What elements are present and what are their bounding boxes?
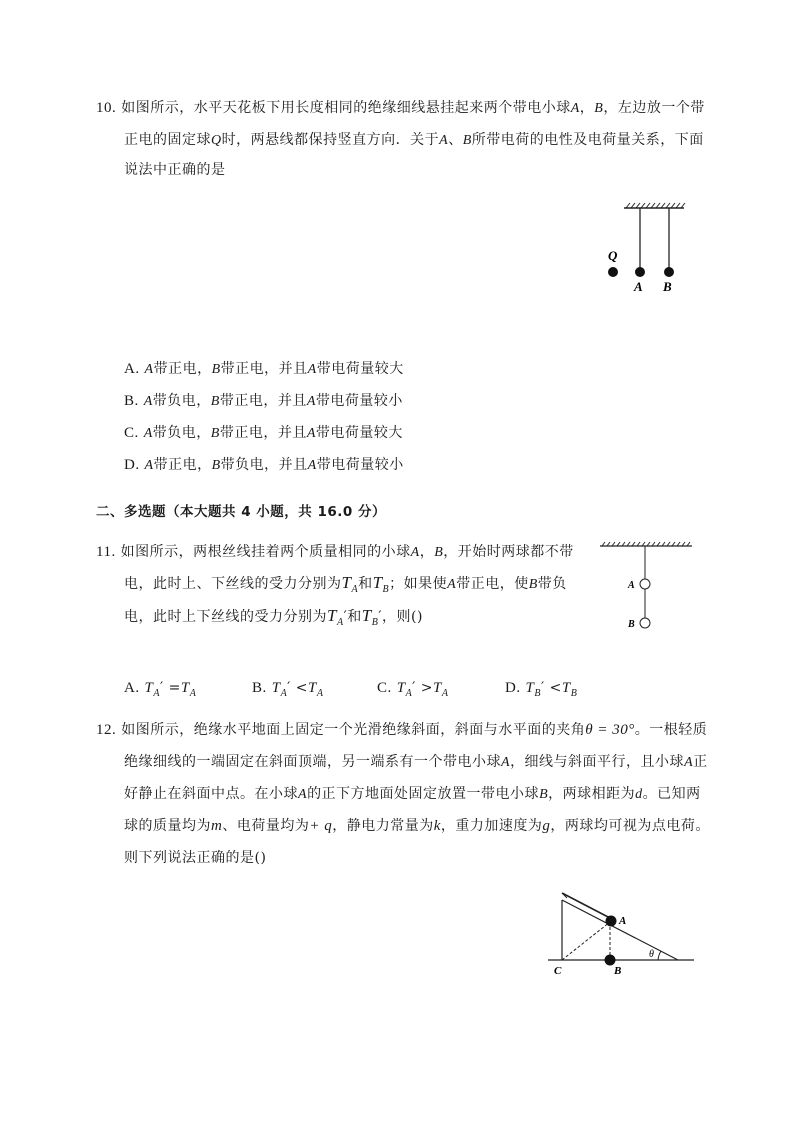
- q10-line1: [96, 98, 705, 119]
- var: A: [307, 458, 317, 473]
- text: ，: [419, 544, 435, 560]
- var: A: [570, 101, 580, 116]
- text: 如图所示，水平天花板下用长度相同的绝缘细线悬挂起来两个带电小球: [121, 100, 571, 116]
- q11-option-c[interactable]: [377, 678, 448, 704]
- var: k: [433, 818, 441, 834]
- text: ，静电力常量为: [332, 818, 434, 834]
- var: T: [396, 680, 406, 696]
- ball-q: [608, 267, 618, 277]
- section-title: 二、多选题（本大题共 4 小题，共 16.0 分）: [96, 504, 387, 520]
- text: 如图所示，绝缘水平地面上固定一个光滑绝缘斜面，斜面与水平面的夹角: [121, 722, 586, 738]
- q10-option-d[interactable]: [124, 455, 404, 476]
- label-b: B: [628, 619, 635, 630]
- var: A: [280, 687, 288, 699]
- var: T: [180, 680, 190, 696]
- text: 所带电荷的电性及电荷量关系，下面: [471, 132, 704, 148]
- var: T: [372, 573, 383, 592]
- text: ，重力加速度为: [440, 818, 543, 834]
- var: T: [271, 680, 281, 696]
- text: 时，两悬线都保持竖直方向．关于: [221, 132, 440, 148]
- var: A: [336, 616, 344, 628]
- text: ，左边放一个带: [603, 100, 705, 116]
- var: A: [447, 577, 457, 592]
- label-q: Q: [608, 248, 618, 263]
- option-letter: D.: [505, 680, 521, 696]
- label-a: A: [619, 915, 627, 927]
- q10-figure: [598, 198, 708, 298]
- var: B: [211, 362, 221, 377]
- label-a: A: [634, 279, 643, 294]
- var: B: [539, 787, 549, 802]
- option-letter: A.: [124, 680, 140, 696]
- ball-b: [640, 618, 650, 628]
- q10-option-b[interactable]: [124, 391, 403, 412]
- option-letter: C.: [124, 425, 139, 441]
- text: 带正电，并且: [219, 425, 307, 441]
- var: A: [306, 426, 316, 441]
- relation: ′ >: [412, 680, 434, 696]
- var: A: [144, 458, 154, 473]
- ball-a: [640, 579, 650, 589]
- var: T: [341, 573, 352, 592]
- q11-line1: [96, 542, 574, 563]
- text: ′和: [343, 609, 362, 625]
- q10-line3: 说法中正确的是: [124, 162, 226, 178]
- option-letter: A.: [124, 361, 140, 377]
- q11-option-d[interactable]: [505, 678, 577, 704]
- option-letter: D.: [124, 457, 140, 473]
- option-letter: B.: [124, 393, 139, 409]
- angle-arc: [658, 951, 661, 960]
- text: 球的质量均为: [124, 818, 211, 834]
- label-a: A: [628, 580, 635, 591]
- var: d: [635, 787, 643, 802]
- var: g: [542, 818, 551, 834]
- var: T: [433, 680, 442, 696]
- var: T: [561, 680, 571, 696]
- ball-a: [635, 267, 645, 277]
- diagonal-dashed: [562, 922, 610, 960]
- rope: [562, 893, 610, 918]
- text: 带负电，并且: [220, 457, 308, 473]
- text: 的正下方地面处固定放置一带电小球: [307, 786, 540, 802]
- var: B: [382, 583, 390, 595]
- text: 。已知两: [642, 786, 701, 802]
- var: A: [307, 362, 317, 377]
- text: ′，则(): [378, 609, 423, 625]
- var: B: [594, 101, 604, 116]
- text: 带正电，: [153, 361, 212, 377]
- q11-option-a[interactable]: [124, 678, 196, 704]
- text: ，两球相距为: [548, 786, 636, 802]
- text: 正电的固定球: [124, 132, 211, 148]
- text: 带负: [537, 576, 567, 592]
- var: B: [211, 458, 221, 473]
- text: 如图所示，两根丝线挂着两个质量相同的小球: [120, 544, 411, 560]
- var: B: [462, 133, 472, 148]
- var: A: [143, 394, 153, 409]
- label-b: B: [614, 965, 622, 977]
- text: 带电荷量较大: [316, 361, 404, 377]
- var: A: [306, 394, 316, 409]
- text: 带电荷量较大: [315, 425, 403, 441]
- option-letter: C.: [377, 680, 392, 696]
- q12-line4: [124, 816, 710, 836]
- var: A: [684, 755, 694, 770]
- var: T: [144, 680, 154, 696]
- var: A: [501, 755, 511, 770]
- label-b: B: [663, 279, 672, 294]
- text: 带正电，使: [456, 576, 529, 592]
- var: A: [316, 687, 324, 699]
- ball-b: [664, 267, 674, 277]
- var: B: [528, 577, 538, 592]
- var: B: [570, 687, 578, 699]
- q11-line3: [124, 606, 423, 633]
- var: A: [441, 687, 449, 699]
- text: 、电荷量均为: [222, 818, 310, 834]
- text: 和: [358, 576, 373, 592]
- q11-option-b[interactable]: [252, 678, 323, 704]
- text: 带负电，: [152, 393, 211, 409]
- var: A: [410, 545, 420, 560]
- q11-line2: [124, 573, 567, 600]
- var: T: [525, 680, 535, 696]
- ball-b: [605, 955, 616, 966]
- q12-line5: 则下列说法正确的是(): [124, 850, 267, 866]
- text: 带正电，并且: [220, 361, 308, 377]
- var: A: [153, 687, 160, 699]
- q11-number: 11.: [96, 544, 116, 560]
- q10-option-c[interactable]: [124, 423, 403, 444]
- text: ，: [579, 100, 595, 116]
- text: 带电荷量较小: [316, 457, 404, 473]
- q12-line3: [124, 784, 701, 805]
- q10-line2: [124, 130, 704, 151]
- var: A: [144, 362, 154, 377]
- q10-option-a[interactable]: [124, 359, 404, 380]
- relation: ′ <: [541, 680, 562, 696]
- var: B: [434, 545, 444, 560]
- text: 好静止在斜面中点。在小球: [124, 786, 298, 802]
- var: T: [361, 606, 372, 625]
- var: T: [327, 606, 337, 625]
- var: B: [534, 687, 541, 699]
- text: 绝缘细线的一端固定在斜面顶端，另一端系有一个带电小球: [124, 754, 501, 770]
- text: 。一根轻质: [634, 722, 708, 738]
- text: ，细线与斜面平行，且小球: [510, 754, 685, 770]
- q11-figure: [592, 536, 702, 636]
- var: T: [308, 680, 317, 696]
- text: 电，此时上下丝线的受力分别为: [124, 609, 327, 625]
- var: A: [189, 687, 197, 699]
- var: Q: [211, 133, 222, 148]
- text: 电，此时上、下丝线的受力分别为: [124, 576, 342, 592]
- relation: ′ <: [287, 680, 309, 696]
- var: A: [298, 787, 308, 802]
- text: 正: [693, 754, 708, 770]
- text: 带正电，并且: [219, 393, 307, 409]
- var: B: [210, 426, 220, 441]
- text: 、: [448, 132, 463, 148]
- option-letter: B.: [252, 680, 267, 696]
- var: A: [405, 687, 413, 699]
- text: 带负电，: [152, 425, 211, 441]
- text: 带电荷量较小: [315, 393, 403, 409]
- var: A: [351, 583, 359, 595]
- var: B: [371, 616, 379, 628]
- var: B: [210, 394, 220, 409]
- text: 带正电，: [153, 457, 212, 473]
- q12-line1: [96, 720, 707, 740]
- var: θ = 30°: [585, 722, 635, 738]
- q12-number: 12.: [96, 722, 117, 738]
- var: A: [439, 133, 449, 148]
- text: ；如果使: [389, 576, 448, 592]
- var: + q: [309, 818, 333, 834]
- label-theta: θ: [649, 949, 654, 960]
- var: m: [211, 818, 223, 834]
- text: ，开始时两球都不带: [443, 544, 574, 560]
- relation: ′ =: [160, 680, 181, 696]
- ball-a: [606, 916, 617, 927]
- label-c: C: [554, 965, 562, 977]
- q12-figure: [548, 886, 698, 978]
- text: ，两球均可视为点电荷。: [550, 818, 710, 834]
- q12-line2: [124, 752, 708, 773]
- q10-number: 10.: [96, 100, 117, 116]
- var: A: [143, 426, 153, 441]
